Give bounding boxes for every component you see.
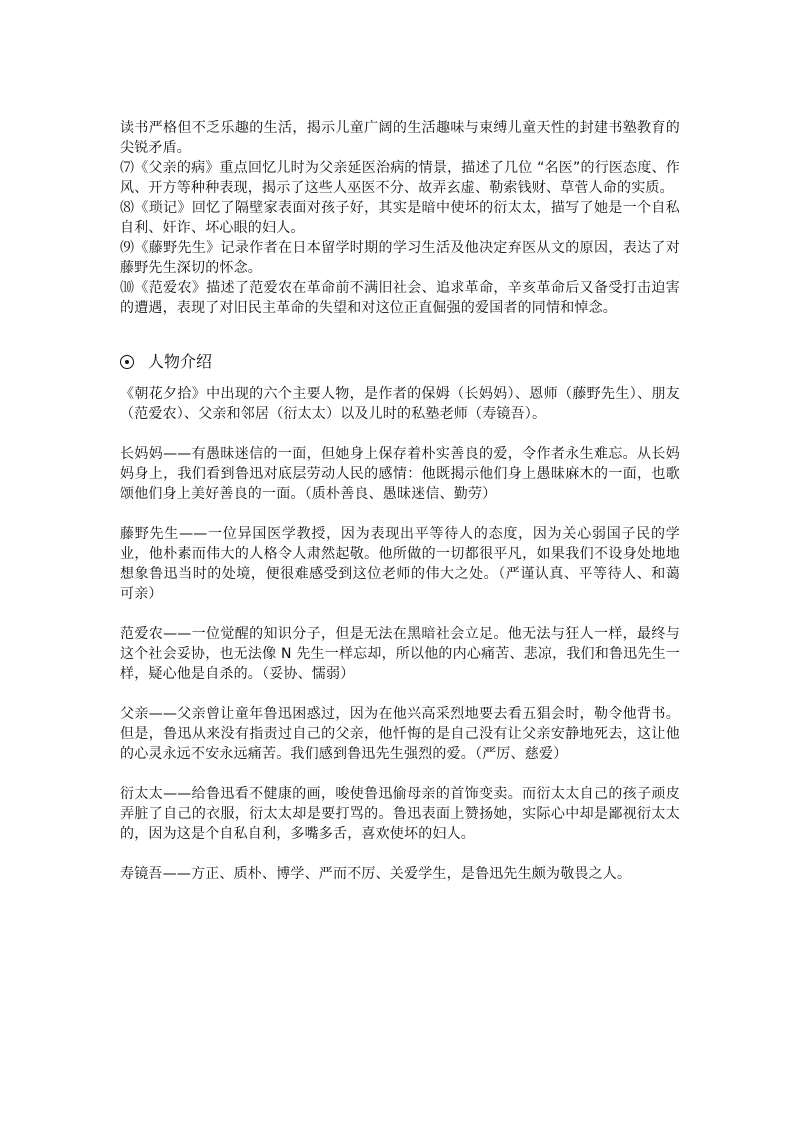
- paragraph-gap: [120, 844, 680, 864]
- list-item: ⑻《琐记》回忆了隔壁家表面对孩子好，其实是暗中使坏的衍太太，描写了她是一个自私自利、奸诈、坏心眼的妇人。: [120, 200, 680, 236]
- paragraph-yan-tai-tai: 衍太太——给鲁迅看不健康的画，唆使鲁迅偷母亲的首饰变卖。而衍太太自己的孩子顽皮弄脏了自己的衣服，衍太太却是要打骂的。鲁迅表面上赞扬她，实际心中却是鄙视衍太太的，因为这是个自私自利，多嘴多舌，喜欢使坏的妇人。: [120, 786, 680, 842]
- section-heading: [120, 350, 680, 374]
- list-item: ⑺《父亲的病》重点回忆儿时为父亲延医治病的情景，描述了几位 “名医”的行医态度、作风、开方等种种表现，揭示了这些人巫医不分、故弄玄虚、勒索钱财、草菅人命的实质。: [120, 160, 680, 196]
- list-item: ⑼《藤野先生》记录作者在日本留学时期的学习生活及他决定弃医从文的原因，表达了对藤野先生深切的怀念。: [120, 240, 680, 276]
- paragraph-gap: [120, 604, 680, 624]
- paragraph-gap: [120, 684, 680, 704]
- paragraph-gap: [120, 424, 680, 444]
- document-page: [120, 118, 680, 884]
- paragraph-fan-ai-nong: 范爱农——一位觉醒的知识分子，但是无法在黑暗社会立足。他无法与狂人一样，最终与这个社会妥协，也无法像 N 先生一样忘却，所以他的内心痛苦、悲凉，我们和鲁迅先生一样，疑心他是自杀的。（妥协、懦弱）: [120, 626, 680, 682]
- paragraph-fujino: 藤野先生——一位异国医学教授，因为表现出平等待人的态度，因为关心弱国子民的学业，他朴素而伟大的人格令人肃然起敬。他所做的一切都很平凡，如果我们不设身处地地想象鲁迅当时的处境，便很难感受到这位老师的伟大之处。（严谨认真、平等待人、和蔼可亲）: [120, 526, 680, 602]
- intro-tail-paragraph: 读书严格但不乏乐趣的生活，揭示儿童广阔的生活趣味与束缚儿童天性的封建书塾教育的尖锐矛盾。: [120, 120, 680, 156]
- circle-dot-icon: [120, 355, 134, 369]
- paragraph-overview: 《朝花夕拾》中出现的六个主要人物，是作者的保姆（长妈妈）、恩师（藤野先生）、朋友（范爱农）、父亲和邻居（衍太太）以及儿时的私塾老师（寿镜吾）。: [120, 386, 680, 422]
- paragraph-shou-jing-wu: 寿镜吾——方正、质朴、博学、严而不厉、关爱学生，是鲁迅先生颇为敬畏之人。: [120, 866, 632, 882]
- paragraph-gap: [120, 504, 680, 524]
- list-item: ⑽《范爱农》描述了范爱农在革命前不满旧社会、追求革命，辛亥革命后又备受打击迫害的遭遇，表现了对旧民主革命的失望和对这位正直倔强的爱国者的同情和悼念。: [120, 280, 680, 316]
- paragraph-gap: [120, 764, 680, 784]
- paragraph-chang-ma-ma: 长妈妈——有愚昧迷信的一面，但她身上保存着朴实善良的爱，令作者永生难忘。从长妈妈身上，我们看到鲁迅对底层劳动人民的感情：他既揭示他们身上愚昧麻木的一面，也歌颂他们身上美好善良的一面。（质朴善良、愚昧迷信、勤劳）: [120, 446, 680, 502]
- paragraph-father: 父亲——父亲曾让童年鲁迅困惑过，因为在他兴高采烈地要去看五猖会时，勒令他背书。但是，鲁迅从来没有指责过自己的父亲，他忏悔的是自己没有让父亲安静地死去，这让他的心灵永远不安永远痛苦。我们感到鲁迅先生强烈的爱。（严厉、慈爱）: [120, 706, 680, 762]
- section-title: 人物介绍: [148, 352, 213, 371]
